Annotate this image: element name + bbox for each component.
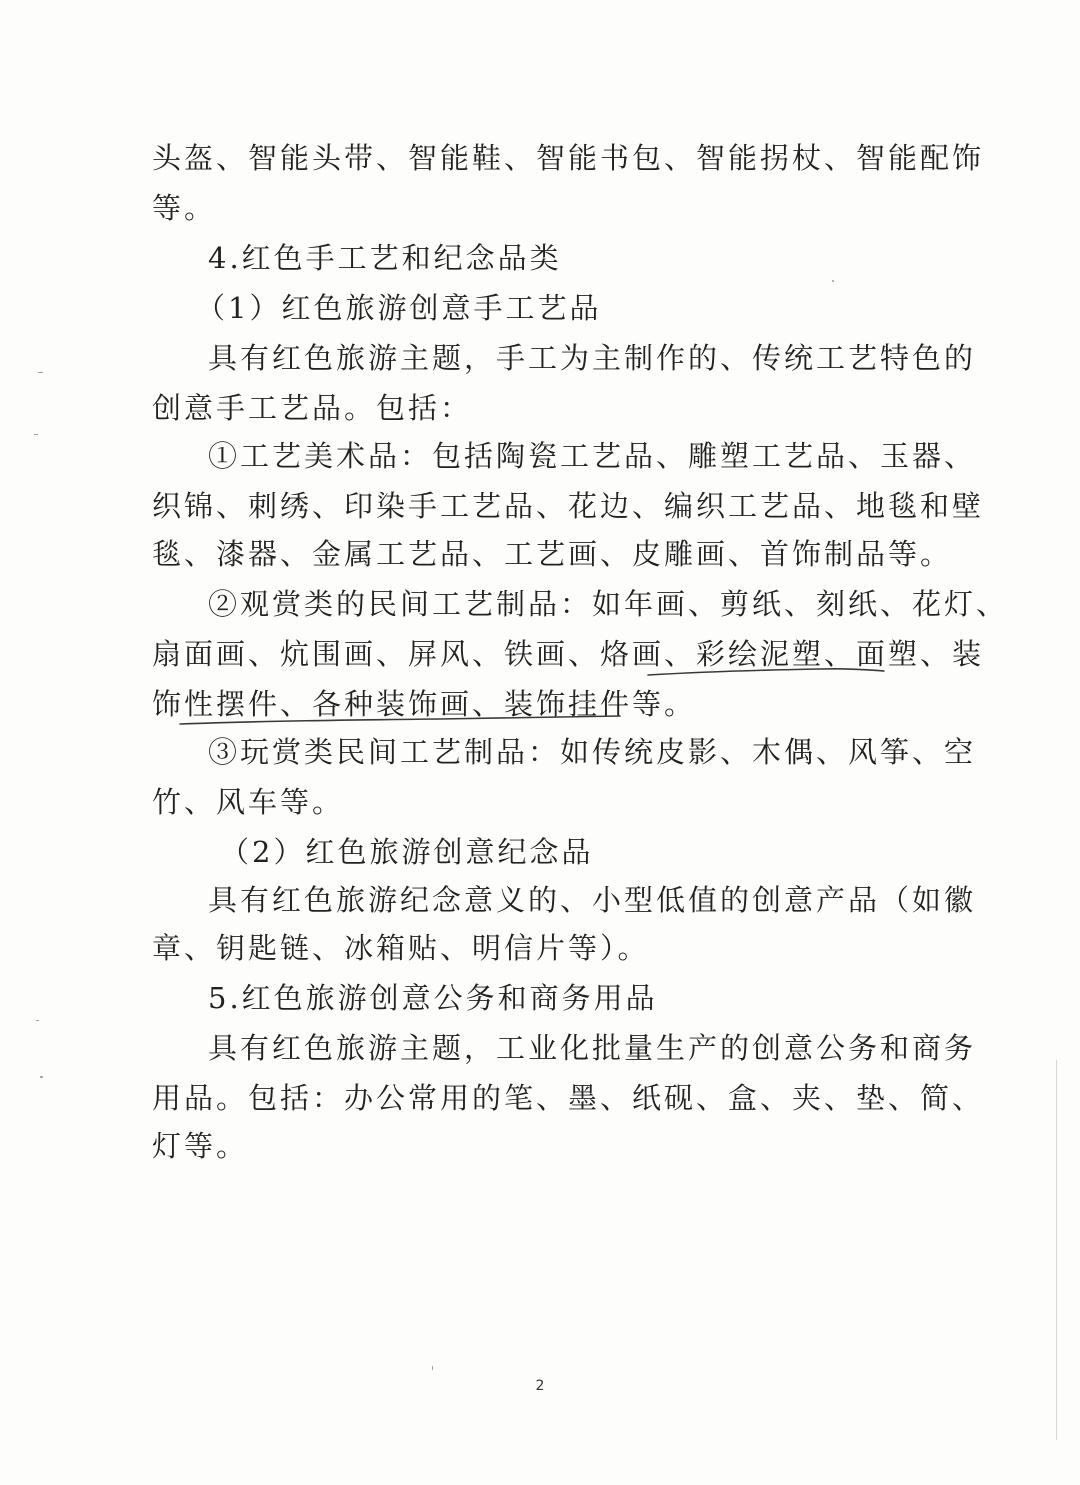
text-line-12: 饰性摆件、各种装饰画、装饰挂件等。 (152, 687, 697, 721)
list-item-3: ③玩赏类民间工艺制品：如传统皮影、木偶、风筝、空 (208, 735, 977, 769)
text-line-20: 用品。包括：办公常用的笔、墨、纸砚、盒、夹、垫、简、 (152, 1081, 985, 1115)
scan-speck (432, 1366, 433, 1370)
text-line-19: 具有红色旅游主题，工业化批量生产的创意公务和商务 (208, 1031, 977, 1065)
subsection-heading-1: （1）红色旅游创意手工艺品 (196, 291, 602, 325)
text-line-5: 具有红色旅游主题，手工为主制作的、传统工艺特色的 (208, 341, 977, 375)
list-item-1: ①工艺美术品：包括陶瓷工艺品、雕塑工艺品、玉器、 (208, 439, 977, 473)
scan-speck (40, 1076, 43, 1078)
text-line-1: 头盔、智能头带、智能鞋、智能书包、智能拐杖、智能配饰 (152, 141, 985, 175)
scan-speck (832, 280, 834, 282)
text-line-6: 创意手工艺品。包括： (152, 391, 473, 425)
scan-speck (34, 434, 38, 435)
scan-speck (36, 1020, 39, 1021)
section-heading-4: 4.红色手工艺和纪念品类 (208, 241, 562, 275)
subsection-heading-2: （2）红色旅游创意纪念品 (220, 835, 594, 869)
page-number: 2 (535, 1378, 545, 1394)
text-line-2: 等。 (152, 191, 217, 225)
text-line-17: 章、钥匙链、冰箱贴、明信片等）。 (152, 931, 650, 965)
list-item-2: ②观赏类的民间工艺制品：如年画、剪纸、刻纸、花灯、 (208, 587, 1009, 621)
scan-speck (38, 372, 43, 373)
text-line-11: 扇面画、炕围画、屏风、铁画、烙画、彩绘泥塑、面塑、装 (152, 637, 985, 671)
section-heading-5: 5.红色旅游创意公务和商务用品 (208, 981, 658, 1015)
text-line-9: 毯、漆器、金属工艺品、工艺画、皮雕画、首饰制品等。 (152, 537, 953, 571)
text-line-8: 织锦、刺绣、印染手工艺品、花边、编织工艺品、地毯和壁 (152, 489, 985, 523)
text-line-16: 具有红色旅游纪念意义的、小型低值的创意产品（如徽 (208, 883, 977, 917)
text-line-21: 灯等。 (152, 1129, 249, 1163)
text-line-14: 竹、风车等。 (152, 785, 345, 819)
